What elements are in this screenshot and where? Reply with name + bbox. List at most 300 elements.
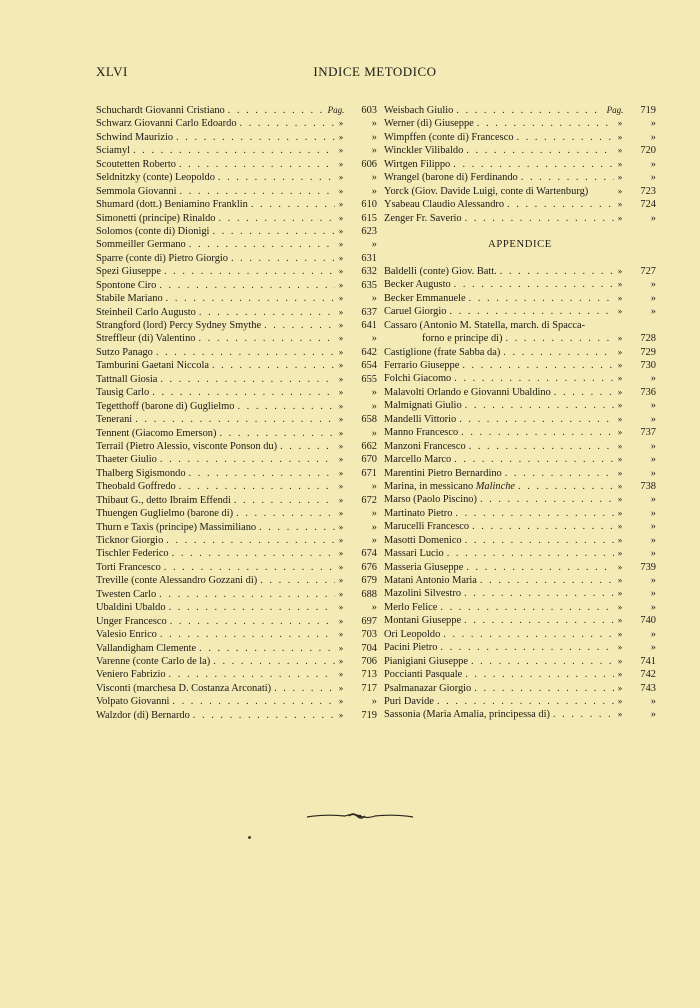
dot-leader — [176, 158, 335, 171]
index-entry — [384, 117, 656, 130]
entry-page-number: 655 — [361, 373, 377, 385]
entry-name: Marentini Pietro Bernardino — [384, 467, 502, 479]
entry-name: Spezi Giuseppe — [96, 266, 161, 278]
dot-leader — [161, 561, 335, 574]
index-entry — [384, 332, 656, 345]
entry-page-prefix: » — [617, 507, 623, 518]
entry-page-number: » — [650, 507, 656, 519]
entry-name: Marcello Marco — [384, 454, 452, 466]
index-entry — [384, 520, 656, 533]
dot-leader — [477, 493, 614, 506]
index-entry — [384, 386, 656, 399]
dot-leader — [504, 198, 614, 211]
entry-page-prefix: » — [338, 682, 344, 693]
dot-leader — [450, 158, 614, 171]
index-entry — [96, 104, 377, 117]
index-entry — [384, 467, 656, 480]
index-entry — [384, 198, 656, 211]
entry-page-prefix: » — [338, 118, 344, 129]
page-title: INDICE METODICO — [313, 64, 437, 79]
dot-leader — [462, 212, 614, 225]
dot-leader — [463, 144, 614, 157]
index-entry — [96, 131, 377, 144]
entry-page-prefix: » — [617, 292, 623, 303]
index-entry — [96, 507, 377, 520]
entry-name: Veniero Fabrizio — [96, 669, 166, 681]
entry-name: Wrangel (barone di) Ferdinando — [384, 172, 518, 184]
index-entry — [384, 440, 656, 453]
entry-page-prefix: » — [617, 548, 623, 559]
entry-name: Weisbach Giulio — [384, 105, 454, 116]
entry-page-number: » — [371, 696, 377, 708]
dot-leader — [149, 386, 335, 399]
dot-leader — [248, 198, 335, 211]
entry-name: Tischler Federico — [96, 548, 169, 560]
index-entry — [96, 547, 377, 560]
dot-leader — [196, 642, 335, 655]
entry-page-number: 635 — [361, 279, 377, 291]
entry-page-number: » — [650, 131, 656, 143]
entry-page-prefix: » — [617, 655, 623, 666]
dot-leader — [173, 131, 335, 144]
dot-leader — [256, 521, 335, 534]
dot-leader — [477, 574, 614, 587]
dot-leader — [169, 547, 335, 560]
entry-name: Pianigiani Giuseppe — [384, 655, 468, 667]
index-entry — [96, 158, 377, 171]
index-entry — [96, 306, 377, 319]
entry-page-number: » — [371, 172, 377, 184]
entry-page-number: » — [650, 601, 656, 613]
entry-page-number: 679 — [361, 575, 377, 587]
entry-name: Folchi Giacomo — [384, 373, 452, 385]
entry-page-prefix: » — [617, 427, 623, 438]
entry-page-prefix: » — [617, 628, 623, 639]
entry-name: Walzdor (di) Bernardo — [96, 709, 190, 721]
entry-page-prefix: Pag. — [606, 105, 624, 115]
entry-name: Schuchardt Giovanni Cristiano — [96, 105, 225, 116]
index-entry — [384, 399, 656, 412]
entry-page-number: » — [650, 628, 656, 640]
entry-page-prefix: » — [338, 709, 344, 720]
entry-page-number: » — [650, 534, 656, 546]
entry-page-number: 729 — [640, 346, 656, 358]
entry-page-number: 728 — [640, 333, 656, 345]
index-entry — [96, 225, 377, 238]
index-entry — [96, 480, 377, 493]
index-entry — [384, 372, 656, 385]
entry-page-number: 703 — [361, 629, 377, 641]
dot-leader — [157, 628, 335, 641]
index-entry — [384, 641, 656, 654]
dot-leader — [452, 507, 614, 520]
entry-name: Ysabeau Claudio Alessandro — [384, 199, 505, 211]
entry-page-prefix: » — [617, 118, 623, 129]
dot-leader — [195, 332, 335, 345]
index-entry — [96, 346, 377, 359]
entry-name: Strangford (lord) Percy Sydney Smythe — [96, 320, 262, 331]
entry-page-number: » — [650, 548, 656, 560]
entry-page-prefix: » — [617, 185, 623, 196]
entry-name: Puri Davide — [384, 695, 434, 707]
entry-page-prefix: » — [617, 561, 623, 572]
dot-leader — [462, 399, 614, 412]
entry-page-prefix: » — [617, 400, 623, 411]
entry-name: Twesten Carlo — [96, 588, 157, 600]
entry-page-prefix: » — [617, 199, 623, 210]
index-entry — [384, 507, 656, 520]
dot-leader — [209, 225, 335, 238]
entry-page-number: 632 — [361, 266, 377, 278]
entry-name: Varenne (conte Carlo de la) — [96, 655, 211, 667]
dot-leader — [451, 453, 614, 466]
entry-page-number: 719 — [640, 105, 656, 116]
index-left-column — [96, 104, 377, 722]
entry-page-prefix: Pag. — [327, 105, 345, 115]
dot-leader — [157, 373, 335, 386]
entry-page-number: » — [650, 454, 656, 466]
index-entry — [96, 332, 377, 345]
entry-name: Schwarz Giovanni Carlo Edoardo — [96, 118, 237, 130]
entry-name: Malavolti Orlando e Giovanni Ubaldino — [384, 386, 551, 398]
dot-leader — [500, 346, 614, 359]
entry-page-number: » — [371, 333, 377, 345]
entry-page-number: » — [650, 709, 656, 721]
index-entry — [384, 346, 656, 359]
entry-page-prefix: » — [338, 225, 344, 236]
dot-leader — [451, 278, 614, 291]
dot-leader — [166, 601, 335, 614]
entry-name: Werner (di) Giuseppe — [384, 118, 474, 130]
dot-leader — [156, 279, 335, 292]
entry-page-prefix: » — [338, 494, 344, 505]
dot-leader — [437, 641, 614, 654]
dot-leader — [551, 386, 614, 399]
dot-leader — [153, 346, 335, 359]
entry-page-prefix: » — [617, 413, 623, 424]
entry-name: Streffleur (di) Valentino — [96, 333, 196, 345]
entry-name: Massari Lucio — [384, 548, 444, 560]
entry-name: Cassaro (Antonio M. Statella, march. di Spacca- — [384, 319, 586, 331]
entry-page-prefix: » — [617, 615, 623, 626]
entry-name: Matani Antonio Maria — [384, 575, 477, 586]
entry-page-prefix: » — [338, 185, 344, 196]
entry-page-number: 723 — [640, 185, 656, 197]
entry-page-number: 697 — [361, 615, 377, 627]
entry-page-number: 706 — [361, 655, 377, 667]
entry-name: Tennent (Giacomo Emerson) — [96, 427, 217, 439]
entry-name: Valesio Enrico — [96, 629, 157, 641]
entry-name: Stabile Mariano — [96, 293, 163, 305]
entry-page-number: 662 — [361, 440, 377, 452]
entry-page-number: 713 — [361, 669, 377, 681]
index-entry — [96, 695, 377, 708]
dot-leader — [456, 413, 614, 426]
entry-name-italic: Malinche — [475, 480, 516, 492]
entry-page-prefix: » — [617, 601, 623, 612]
dot-leader — [514, 131, 614, 144]
entry-page-prefix: » — [617, 588, 623, 599]
entry-name: Baldelli (conte) Giov. Batt. — [384, 265, 497, 277]
index-entry — [384, 265, 656, 278]
entry-name: Becker Augusto — [384, 279, 451, 291]
index-entry — [384, 131, 656, 144]
entry-page-prefix: » — [617, 682, 623, 693]
index-entry — [384, 171, 656, 184]
entry-page-number: 743 — [640, 682, 656, 694]
index-entry — [96, 198, 377, 211]
entry-page-number: » — [650, 400, 656, 412]
entry-name: Ferrario Giuseppe — [384, 360, 460, 371]
entry-page-number: 672 — [361, 494, 377, 506]
entry-page-number: 631 — [361, 252, 377, 264]
dot-leader — [453, 104, 604, 117]
entry-page-prefix: » — [617, 575, 623, 585]
entry-page-prefix: » — [617, 669, 623, 680]
entry-page-number: » — [650, 575, 656, 586]
index-entry — [96, 534, 377, 547]
entry-page-number: 623 — [361, 225, 377, 237]
entry-page-number: » — [650, 212, 656, 224]
entry-name: Thurn e Taxis (principe) Massimiliano — [96, 521, 257, 533]
index-entry — [96, 574, 377, 587]
entry-page-number: » — [371, 131, 377, 143]
entry-page-number: 603 — [361, 105, 377, 116]
entry-page-number: 720 — [640, 145, 656, 157]
dot-leader — [186, 238, 335, 251]
entry-page-number: » — [650, 467, 656, 479]
index-entry — [96, 427, 377, 440]
index-entry — [96, 265, 377, 278]
entry-name: Torti Francesco — [96, 561, 161, 573]
index-entry — [384, 655, 656, 668]
dot-leader — [502, 467, 614, 480]
dot-leader — [515, 480, 614, 493]
entry-page-prefix: » — [338, 575, 344, 586]
entry-page-prefix: » — [617, 642, 623, 653]
index-entry — [96, 185, 377, 198]
entry-page-prefix: » — [338, 548, 344, 559]
entry-page-prefix: » — [617, 494, 623, 505]
entry-name: Thaeter Giulio — [96, 454, 157, 466]
entry-page-prefix: » — [617, 360, 623, 370]
index-entry — [96, 292, 377, 305]
entry-name: Merlo Felice — [384, 601, 438, 613]
index-entry — [384, 278, 656, 291]
entry-name: Thuengen Guglielmo (barone di) — [96, 508, 234, 520]
entry-name: Becker Emmanuele — [384, 292, 466, 304]
dot-leader — [471, 682, 614, 695]
entry-name: Mazolini Silvestro — [384, 588, 462, 600]
dot-leader — [277, 440, 335, 453]
dot-leader — [437, 601, 614, 614]
dot-leader — [163, 292, 335, 305]
dot-leader — [157, 453, 335, 466]
entry-page-number: 737 — [640, 427, 656, 439]
dot-leader — [216, 427, 335, 440]
dot-leader — [130, 144, 335, 157]
dot-leader — [462, 668, 614, 681]
entry-name: Tenerani — [96, 414, 133, 426]
entry-name: Sassonia (Maria Amalia, principessa di) — [384, 709, 550, 721]
entry-page-prefix: » — [617, 467, 623, 478]
entry-page-prefix: » — [338, 508, 344, 519]
dot-leader — [518, 171, 614, 184]
index-entry — [96, 171, 377, 184]
entry-page-number: » — [650, 588, 656, 600]
dot-leader — [234, 400, 335, 413]
entry-page-number: » — [650, 695, 656, 707]
entry-page-prefix: » — [338, 696, 344, 707]
entry-page-number: 739 — [640, 561, 656, 573]
dot-leader — [440, 628, 614, 641]
index-entry — [96, 413, 377, 426]
entry-page-number: 671 — [361, 467, 377, 479]
entry-name: Castiglione (frate Sabba da) — [384, 346, 501, 358]
entry-name: Ori Leopoldo — [384, 628, 441, 640]
appendix-heading: APPENDICE — [488, 238, 552, 250]
dot-leader — [215, 171, 335, 184]
entry-name: Tamburini Gaetani Niccola — [96, 360, 209, 372]
dot-leader — [469, 520, 614, 533]
entry-page-number: » — [371, 521, 377, 533]
entry-page-prefix: » — [617, 333, 623, 344]
dot-leader — [463, 561, 614, 574]
dot-leader — [228, 252, 335, 265]
ornament-divider-icon — [305, 811, 415, 821]
entry-name: Ubaldini Ubaldo — [96, 602, 166, 614]
index-entry — [96, 668, 377, 681]
index-entry — [384, 708, 656, 721]
entry-name: Schwind Maurizio — [96, 131, 174, 143]
dot-leader — [132, 413, 335, 426]
entry-page-number: 641 — [361, 320, 377, 331]
entry-page-prefix: » — [338, 414, 344, 425]
index-entry — [96, 561, 377, 574]
index-entry — [384, 453, 656, 466]
entry-name: Caruel Giorgio — [384, 306, 447, 318]
entry-page-number: » — [371, 293, 377, 305]
dot-leader — [177, 185, 335, 198]
dot-leader — [459, 359, 614, 372]
entry-page-number: 724 — [640, 199, 656, 211]
index-entry — [96, 279, 377, 292]
entry-page-number: » — [650, 373, 656, 385]
entry-page-prefix: » — [617, 386, 623, 397]
index-entry — [384, 185, 656, 198]
dot-leader — [474, 117, 614, 130]
dot-leader — [215, 212, 335, 225]
entry-page-prefix: » — [338, 561, 344, 572]
dot-leader — [468, 655, 614, 668]
dot-leader — [444, 547, 614, 560]
entry-page-number: » — [650, 292, 656, 304]
dot-leader — [434, 695, 614, 708]
index-entry — [384, 534, 656, 547]
dot-leader — [231, 494, 335, 507]
entry-page-prefix: » — [338, 655, 344, 666]
entry-page-number: » — [650, 642, 656, 654]
index-entry — [384, 682, 656, 695]
entry-page-number: 670 — [361, 454, 377, 466]
index-entry — [384, 614, 656, 627]
entry-name: Shumard (dott.) Beniamino Franklin — [96, 199, 248, 211]
index-entry — [384, 587, 656, 600]
entry-page-number: 610 — [361, 199, 377, 211]
entry-name: Unger Francesco — [96, 615, 167, 627]
index-entry — [96, 319, 377, 332]
entry-page-number: 606 — [361, 158, 377, 170]
entry-name: Tausig Carlo — [96, 387, 150, 399]
entry-page-prefix: » — [617, 279, 623, 290]
entry-name: Yorck (Giov. Davide Luigi, conte di Wartenburg) — [384, 185, 589, 197]
entry-page-number: » — [650, 521, 656, 533]
entry-name: Volpato Giovanni — [96, 696, 170, 708]
entry-name: Seldnitzky (conte) Leopoldo — [96, 172, 215, 184]
index-entry — [96, 238, 377, 251]
index-entry — [96, 601, 377, 614]
dot-leader — [261, 319, 335, 332]
entry-page-number: » — [371, 145, 377, 157]
entry-page-number: 719 — [361, 709, 377, 721]
entry-page-prefix: » — [617, 521, 623, 532]
dot-leader — [210, 655, 335, 668]
entry-name: Pacini Pietro — [384, 642, 438, 654]
entry-page-number: 736 — [640, 386, 656, 398]
entry-page-number: 637 — [361, 306, 377, 318]
dot-leader — [271, 682, 335, 695]
entry-name: Tattnall Giosia — [96, 373, 158, 385]
entry-page-prefix: » — [338, 373, 344, 384]
entry-name: Visconti (marchesa D. Costanza Arconati) — [96, 682, 272, 694]
entry-page-prefix: » — [338, 145, 344, 156]
dot-leader — [225, 104, 325, 117]
entry-page-prefix: » — [617, 534, 623, 545]
index-entry — [96, 144, 377, 157]
entry-page-number: 717 — [361, 682, 377, 694]
entry-page-number: 742 — [640, 669, 656, 681]
index-right-column — [384, 104, 656, 722]
entry-page-prefix: » — [338, 400, 344, 411]
entry-page-prefix: » — [338, 346, 344, 357]
entry-page-number: » — [650, 118, 656, 130]
dot-leader — [163, 534, 335, 547]
dot-leader — [237, 117, 335, 130]
entry-page-number: 741 — [640, 655, 656, 667]
entry-page-prefix: » — [338, 172, 344, 183]
entry-page-prefix: » — [338, 131, 344, 142]
entry-page-number: » — [650, 279, 656, 291]
entry-page-prefix: » — [617, 306, 623, 317]
index-entry — [96, 467, 377, 480]
entry-name: Martinato Pietro — [384, 507, 453, 519]
dot-leader — [209, 359, 335, 372]
dot-leader — [169, 695, 335, 708]
index-entry — [96, 117, 377, 130]
entry-name: Mandelli Vittorio — [384, 413, 457, 425]
dot-leader — [186, 467, 335, 480]
entry-page-number: » — [371, 185, 377, 197]
entry-page-prefix: » — [338, 467, 344, 478]
index-entry — [96, 642, 377, 655]
entry-page-number: » — [650, 413, 656, 425]
entry-page-prefix: » — [338, 602, 344, 613]
index-entry — [384, 426, 656, 439]
entry-page-number: » — [371, 535, 377, 546]
entry-page-number: » — [650, 440, 656, 452]
entry-page-prefix: » — [338, 588, 344, 599]
dot-leader — [458, 426, 614, 439]
